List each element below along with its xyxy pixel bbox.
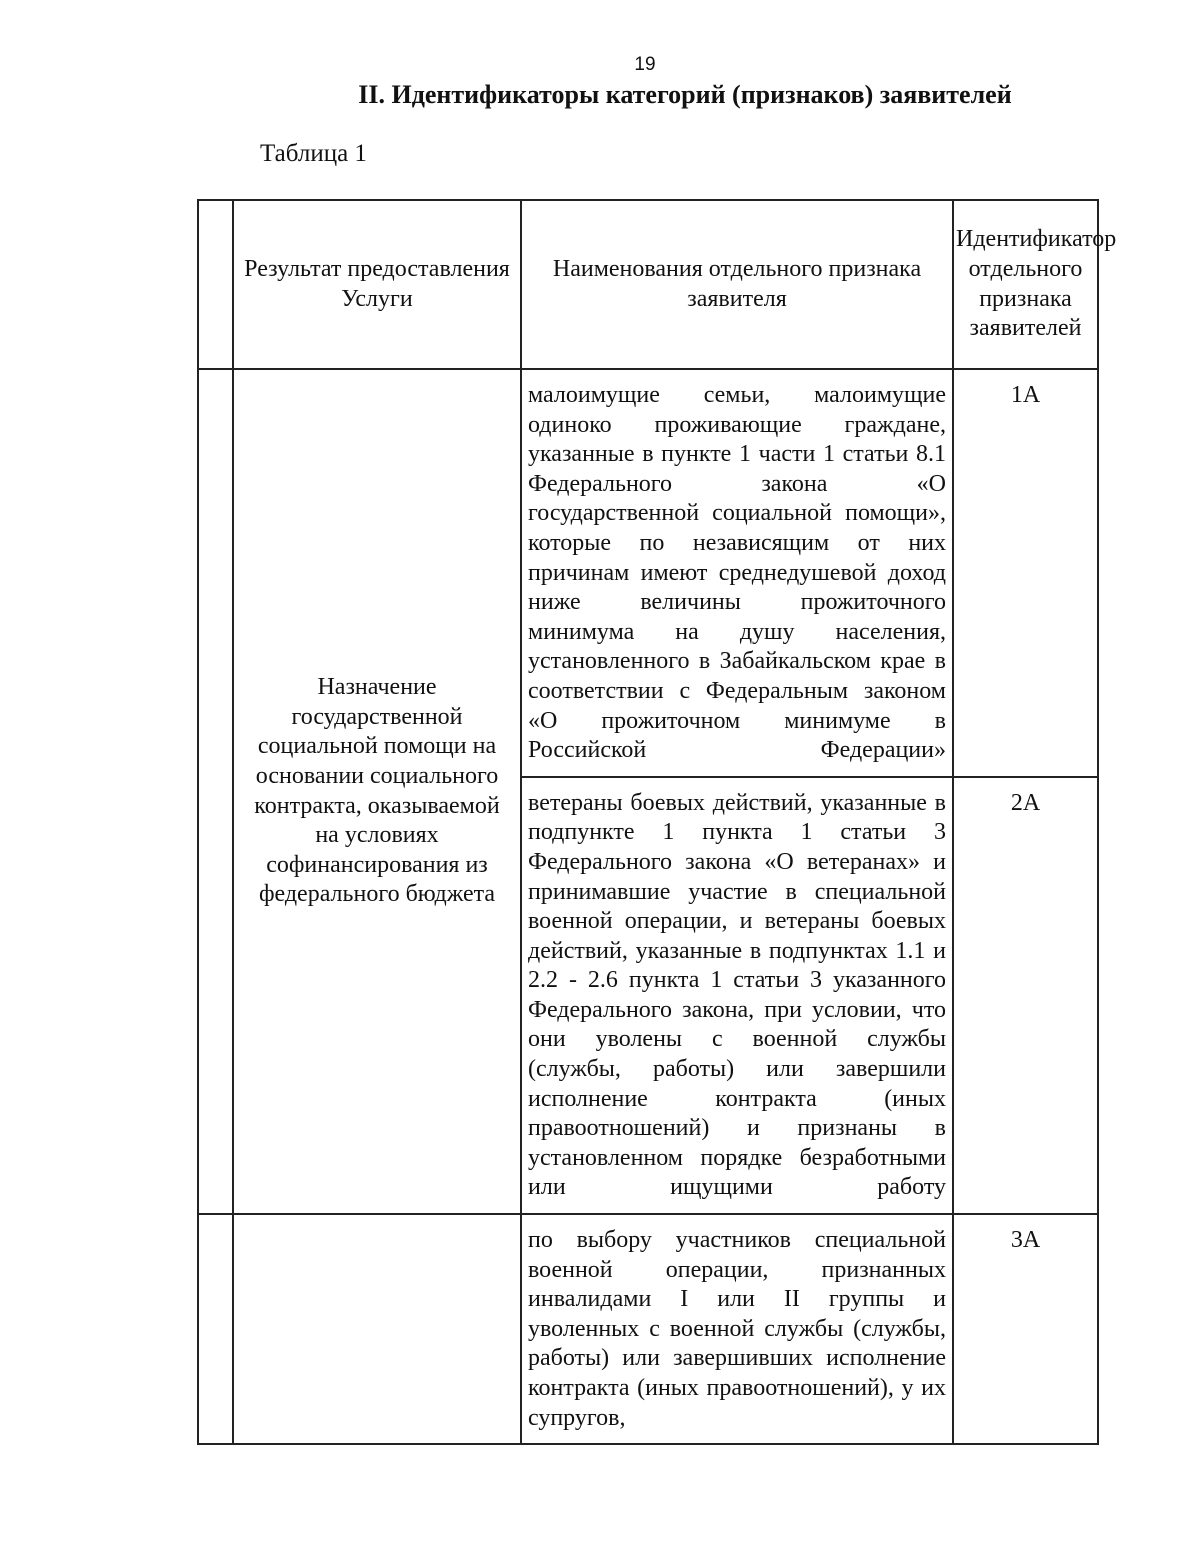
section-title: II. Идентификаторы категорий (признаков) заявителей: [358, 80, 1012, 109]
feature-cell: [521, 777, 953, 1214]
table-row: [198, 369, 1098, 777]
feature-cell: [521, 369, 953, 777]
feature-cell: [521, 1214, 953, 1444]
page-number: 19: [634, 54, 656, 75]
header-feature-name: Наименования отдельного признака заявителя: [521, 200, 953, 369]
row-empty-cell: [198, 369, 233, 1214]
identifier-cell: 1А: [953, 369, 1098, 777]
row-empty-cell: [198, 1214, 233, 1444]
feature-text: по выбору участников специальной военной операции, признанных инвалидами I или II группы и уволенных с военной службы (службы, работы) или завершивших исполнение контракта (иных правоотношений), у их супругов,: [528, 1227, 946, 1431]
result-cell-empty: [233, 1214, 521, 1444]
header-result: Результат предоставления Услуги: [233, 200, 521, 369]
table-row: [198, 1214, 1098, 1444]
result-cell: Назначение государственной социальной помощи на основании социального контракта, оказываемой на условиях софинансирования из федерального бюджета: [233, 369, 521, 1214]
header-identifier: Идентификатор отдельного признака заявителей: [953, 200, 1098, 369]
identifier-cell: 2А: [953, 777, 1098, 1214]
header-empty-cell: [198, 200, 233, 369]
table-header-row: [198, 200, 1098, 369]
table-caption: Таблица 1: [260, 140, 367, 167]
applicant-categories-table: [197, 199, 1117, 1445]
feature-text: малоимущие семьи, малоимущие одиноко проживающие граждане, указанные в пункте 1 части 1 статьи 8.1 Федерального закона «О государственной социальной помощи», которые по независящим от них причинам имеют среднедушевой доход ниже величины прожиточного минимума на душу населения, установленного в Забайкальском крае в соответствии с Федеральным законом «О прожиточном минимуме в Российской Федерации»: [528, 382, 946, 764]
identifier-cell: 3А: [953, 1214, 1098, 1444]
feature-text: ветераны боевых действий, указанные в подпункте 1 пункта 1 статьи 3 Федерального закона «О ветеранах» и принимавшие участие в специальной военной операции, и ветераны боевых действий, указанные в подпунктах 1.1 и 2.2 - 2.6 пункта 1 статьи 3 указанного Федерального закона, при условии, что они уволены с военной службы (службы, работы) или завершили исполнение контракта (иных правоотношений) и признаны в установленном порядке безработными или ищущими работу: [528, 789, 946, 1201]
